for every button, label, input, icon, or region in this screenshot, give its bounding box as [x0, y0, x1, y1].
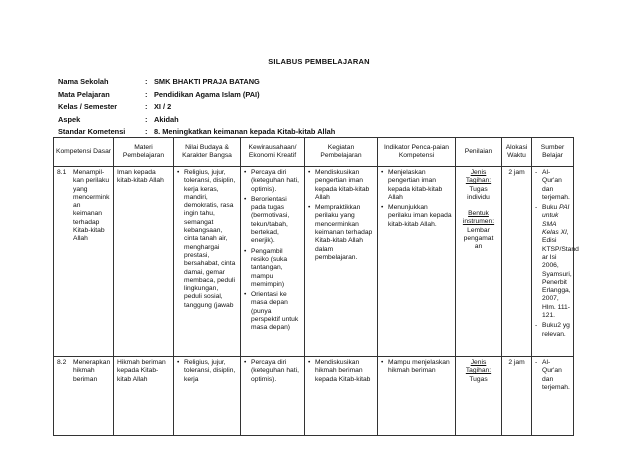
list-item: • Menjelaskan pengertian iman kepada kitab-kitab Allah [388, 169, 452, 202]
header-nilai: Nilai Budaya & Karakter Bangsa [174, 138, 241, 167]
list-item: • Mendiskusikan pengertian iman kepada kitab-kitab Allah [315, 169, 374, 202]
header-kegiatan: Kegiatan Pembelajaran [305, 138, 378, 167]
header-materi: Materi Pembelajaran [114, 138, 174, 167]
cell-kd: 8.2 Menerapkan hikmah beriman [54, 357, 114, 436]
meta-row-aspect: Aspek : Akidah [58, 114, 179, 124]
list-item: • Berorientasi pada tugas (bermotivasi, tekun/tabah, bertekad, enerjik). [251, 196, 301, 246]
cell-nilai [174, 167, 241, 357]
cell-penilaian: Jenis Tagihan: Tugas [456, 357, 502, 436]
list-item: • Religius, jujur, toleransi, disiplin, kerja keras, mandiri, demokratis, rasa ingin tahu, semangat kebangsaan, cinta tanah air, menghargai prestasi, bersahabat, cinta damai, gemar membaca, peduli lingkungan, peduli sosial, tanggung (jawab [184, 169, 237, 310]
meta-row-subject: Mata Pelajaran : Pendidikan Agama Islam (PAI) [58, 89, 260, 99]
list-item: - Al-Qur'an dan terjemah. [542, 359, 570, 392]
list-item: • Mendiskusikan hikmah beriman kepada Kitab-kitab [315, 359, 374, 384]
list-item: • Pengambil resiko (suka tantangan, mampu memimpin) [251, 248, 301, 289]
list-item: - Al-Qur'an dan terjemah. [542, 169, 570, 202]
cell-kewirausahaan [241, 167, 305, 357]
cell-alokasi: 2 jam [502, 167, 532, 357]
table-header-row [54, 138, 574, 167]
cell-nilai [174, 357, 241, 436]
syllabus-meta [58, 76, 335, 139]
list-item: • Mampu menjelaskan hikmah beriman [388, 359, 452, 376]
meta-row-school: Nama Sekolah : SMK BHAKTI PRAJA BATANG [58, 77, 260, 86]
list-item: • Orientasi ke masa depan (punya perspektif untuk masa depan) [251, 291, 301, 332]
list-item: - Buku PAI untuk SMA Kelas XI, Edisi KTSP/Stand ar Isi 2006, Syamsuri, Penerbit Erlangga, 2007, Hlm. 111-121. [542, 204, 570, 320]
list-item: • Mempraktikkan perilaku yang mencerminkan keimanan terhadap Kitab-kitab Allah dalam pembelajaran. [315, 204, 374, 262]
cell-kegiatan [305, 167, 378, 357]
meta-row-class: Kelas / Semester : XI / 2 [58, 102, 172, 111]
header-penilaian: Penilaian [456, 138, 502, 167]
header-indikator: Indikator Penca-paian Kompetensi [378, 138, 456, 167]
list-item: • Religius, jujur, toleransi, disiplin, kerja [184, 359, 237, 384]
cell-indikator [378, 357, 456, 436]
header-sumber: Sumber Belajar [532, 138, 574, 167]
cell-indikator [378, 167, 456, 357]
cell-kewirausahaan [241, 357, 305, 436]
header-kewirausahaan: Kewirausahaan/ Ekonomi Kreatif [241, 138, 305, 167]
table-row [54, 357, 574, 436]
cell-materi: Hikmah beriman kepada Kitab-kitab Allah [114, 357, 174, 436]
list-item: • Percaya diri (keteguhan hati, optimis). [251, 169, 301, 194]
cell-sumber [532, 167, 579, 357]
list-item: • Menunjukkan perilaku iman kepada kitab-kitab Allah. [388, 204, 452, 229]
header-alokasi: Alokasi Waktu [502, 138, 532, 167]
syllabus-table [53, 137, 579, 436]
cell-kd: 8.1 Menampil-kan perilaku yang mencermink an keimanan terhadap Kitab-kitab Allah [54, 167, 114, 357]
cell-materi: Iman kepada kitab-kitab Allah [114, 167, 174, 357]
table-row [54, 167, 574, 357]
page-title: SILABUS PEMBELAJARAN [268, 57, 370, 66]
cell-sumber [532, 357, 574, 436]
list-item: • Percaya diri (keteguhan hati, optimis). [251, 359, 301, 384]
cell-alokasi: 2 jam [502, 357, 532, 436]
list-item: - Buku2 yg relevan. [542, 322, 570, 339]
cell-kegiatan [305, 357, 378, 436]
cell-penilaian: Jenis Tagihan: Tugas individu Bentuk instrumen: Lembar pengamat an [456, 167, 502, 357]
meta-row-standard: Standar Kometensi : 8. Meningkatkan keimanan kepada Kitab-kitab Allah [58, 127, 336, 136]
header-kd: Kompetensi Dasar [54, 138, 114, 167]
